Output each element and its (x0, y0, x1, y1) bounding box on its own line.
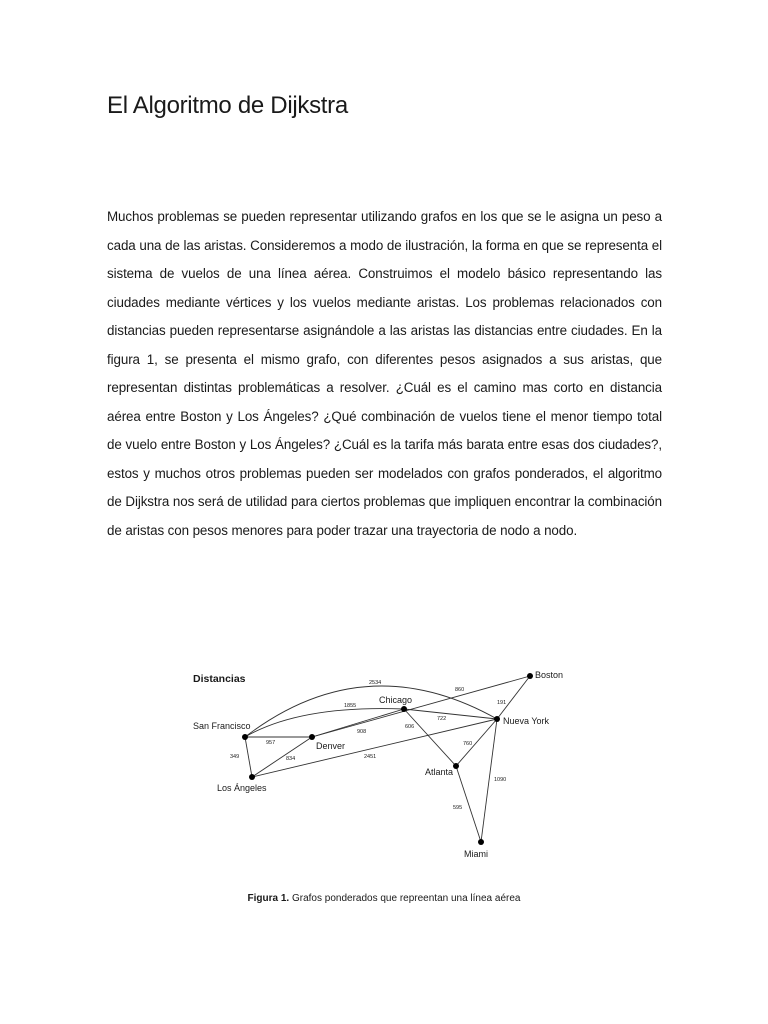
node-denver (309, 734, 315, 740)
caption-text: Grafos ponderados que repreentan una línea aérea (291, 893, 521, 904)
edge-bos-ny (497, 676, 530, 719)
weight-chi-bos: 860 (455, 687, 465, 693)
weight-la-ny: 2451 (364, 754, 377, 760)
label-miami: Miami (464, 849, 488, 859)
edge-ny-atl (456, 719, 497, 766)
edge-chi-ny (404, 709, 497, 719)
figure-title: Distancias (193, 673, 246, 685)
edge-ny-mia (481, 719, 497, 842)
label-los-angeles: Los Ángeles (217, 783, 267, 793)
body-paragraph: Muchos problemas se pueden representar utilizando grafos en los que se le asigna un peso a cada una de las aristas. Consideremos a modo de ilustración, la forma en que se representa el sistema de vuelos de una línea aérea. Construimos el modelo básico representando las ciudades mediante vértices y los vuelos mediante aristas. Los problemas relacionados con distancias pueden representarse asignándole a las aristas las distancias entre ciudades. En la figura 1, se presenta el mismo grafo, con diferentes pesos asignados a sus aristas, que representan distintas problemáticas a resolver. ¿Cuál es el camino mas corto en distancia aérea entre Boston y Los Ángeles? ¿Qué combinación de vuelos tiene el menor tiempo total de vuelo entre Boston y Los Ángeles? ¿Cuál es la tarifa más barata entre esas dos ciudades?, estos y muchos otros problemas pueden ser modelados con grafos ponderados, el algoritmo de Dijkstra nos será de utilidad para ciertos problemas que impliquen encontrar la combinación de aristas con pesos menores para poder trazar una trayectoria de nodo a nodo. (107, 209, 662, 538)
node-boston (527, 673, 533, 679)
page-title: El Algoritmo de Dijkstra (107, 92, 348, 119)
weight-den-chi: 908 (357, 729, 367, 735)
figure-caption (0, 893, 768, 904)
weight-chi-atl: 606 (405, 724, 415, 730)
label-san-francisco: San Francisco (193, 721, 251, 731)
edge-sf-chi (245, 709, 404, 737)
weight-sf-chi: 1855 (344, 703, 357, 709)
node-nueva-york (494, 716, 500, 722)
graph-nodes (242, 673, 533, 845)
edge-la-den (252, 737, 312, 777)
node-atlanta (453, 763, 459, 769)
label-atlanta: Atlanta (425, 767, 454, 777)
edge-la-ny (252, 719, 497, 777)
weight-sf-ny: 2534 (369, 680, 382, 686)
weight-la-den: 834 (286, 756, 296, 762)
weight-ny-mia: 1090 (494, 777, 507, 783)
graph-edges (245, 676, 530, 842)
weight-sf-den: 957 (266, 740, 276, 746)
edge-chi-atl (404, 709, 456, 766)
edge-den-chi (312, 709, 404, 737)
weight-bos-ny: 191 (497, 700, 507, 706)
node-miami (478, 839, 484, 845)
caption-label: Figura 1. (247, 893, 290, 904)
edge-sf-la (245, 737, 252, 777)
weight-ny-atl: 760 (463, 741, 473, 747)
weight-chi-ny: 722 (437, 716, 447, 722)
node-los-angeles (249, 774, 255, 780)
weight-sf-la: 349 (230, 754, 240, 760)
label-denver: Denver (316, 741, 346, 751)
label-nueva-york: Nueva York (503, 716, 550, 726)
weight-atl-mia: 595 (453, 805, 463, 811)
edge-den-bos (312, 676, 530, 737)
label-boston: Boston (535, 670, 564, 680)
node-san-francisco (242, 734, 248, 740)
label-chicago: Chicago (379, 695, 413, 705)
edge-sf-ny (245, 686, 497, 737)
edge-atl-mia (456, 766, 481, 842)
node-chicago (401, 706, 407, 712)
